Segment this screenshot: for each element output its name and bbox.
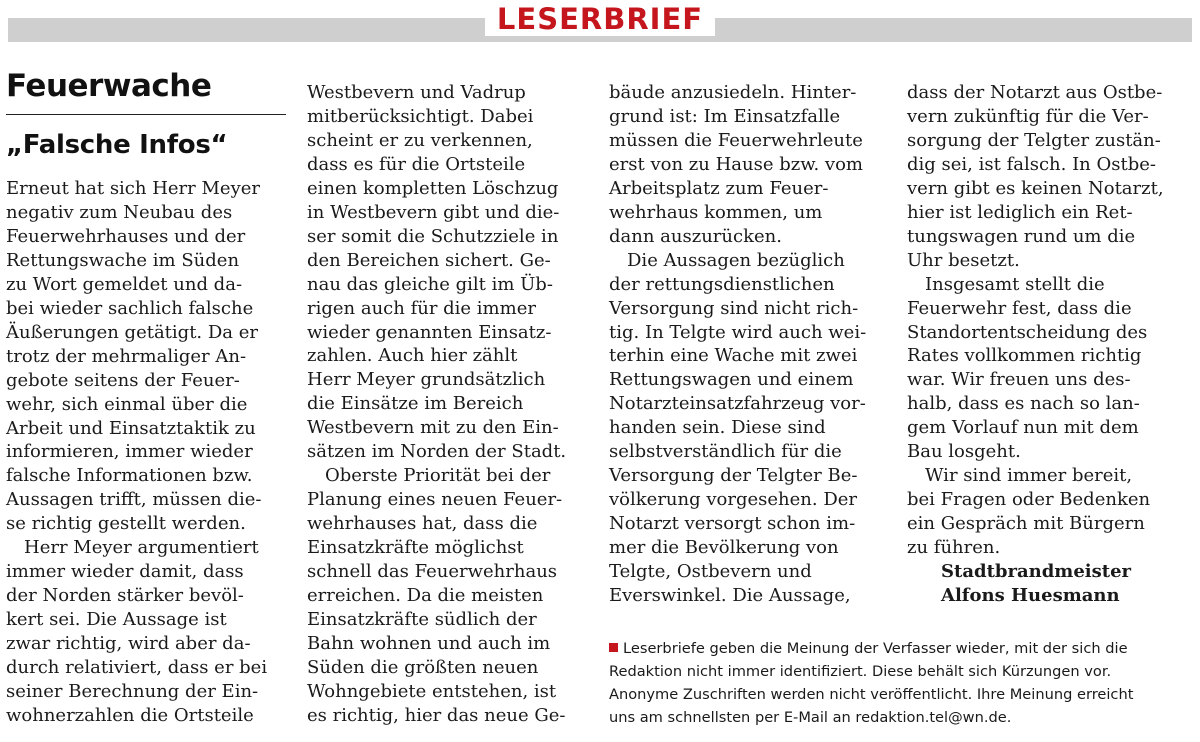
signature-line: Alfons Huesmann bbox=[941, 585, 1120, 607]
article-text-line: Rettungswagen und einem bbox=[609, 369, 854, 391]
article-text-line: Feuerwehr fest, dass die bbox=[907, 297, 1132, 319]
article-text-line: Uhr besetzt. bbox=[907, 249, 1020, 271]
article-text-line: Westbevern und Vadrup bbox=[307, 82, 526, 103]
article-text-line: Bahn wohnen und auch im bbox=[307, 632, 551, 654]
article-text-line: Westbevern mit zu den Ein- bbox=[307, 417, 559, 439]
article-text-line: informieren, immer wieder bbox=[6, 441, 253, 463]
article-text-line: kert sei. Die Aussage ist bbox=[6, 609, 227, 631]
article-text-line: Oberste Priorität bei der bbox=[325, 465, 551, 487]
article-text-line: den Bereichen sichert. Ge- bbox=[307, 249, 551, 271]
article-text-line: durch relativiert, dass er bei bbox=[6, 657, 268, 679]
article-text-line: Die Aussagen bezüglich bbox=[627, 249, 845, 271]
article-text-line: falsche Informationen bzw. bbox=[6, 465, 253, 487]
article-text-line: dann auszurücken. bbox=[609, 225, 782, 247]
article-text-line: völkerung vorgesehen. Der bbox=[609, 489, 858, 511]
article-text-line: Einsatzkräfte möglichst bbox=[307, 537, 524, 559]
article-text-line: dass der Notarzt aus Ostbe- bbox=[907, 82, 1163, 103]
article-text-line: wieder genannten Einsatz- bbox=[307, 321, 552, 343]
article-text-line: rigen auch für die immer bbox=[307, 297, 536, 319]
article-text-line: zwar richtig, wird aber da- bbox=[6, 633, 251, 655]
editorial-note-line bbox=[609, 637, 1195, 660]
article-text-line: nau das gleiche gilt im Üb- bbox=[307, 273, 553, 295]
article-text-line: Notarzteinsatzfahrzeug vor- bbox=[609, 393, 866, 415]
article-column-2 bbox=[307, 81, 602, 728]
article-text-line: sätzen im Norden der Stadt. bbox=[307, 441, 567, 463]
article-text-line: dass es für die Ortsteile bbox=[307, 153, 526, 175]
editorial-note-line: Redaktion nicht immer identifiziert. Diese behält sich Kürzungen vor. bbox=[609, 663, 1112, 680]
article-text-line: Wir sind immer bereit, bbox=[925, 465, 1133, 487]
article-text-line: bei Fragen oder Bedenken bbox=[907, 489, 1151, 511]
article-text-line: Arbeit und Einsatztaktik zu bbox=[6, 417, 256, 439]
editorial-note bbox=[609, 637, 1195, 729]
article-text-line: tungswagen rund um die bbox=[907, 225, 1136, 247]
editorial-note-text: Leserbriefe geben die Meinung der Verfasser wieder, mit der sich die bbox=[623, 640, 1128, 657]
article-text-line: Rates vollkommen richtig bbox=[907, 345, 1142, 367]
article-text-line: immer wieder damit, dass bbox=[6, 561, 244, 583]
headline-divider bbox=[6, 114, 286, 115]
article-text-line: handen sein. Diese sind bbox=[609, 417, 826, 439]
article-text-line: ser somit die Schutzziele in bbox=[307, 225, 559, 247]
article-text-line: einen kompletten Löschzug bbox=[307, 177, 559, 199]
article-text-line: erst von zu Hause bzw. vom bbox=[609, 153, 863, 175]
article-text-line: Äußerungen getätigt. Da er bbox=[6, 321, 259, 343]
article-text-line: erreichen. Da die meisten bbox=[307, 585, 544, 607]
article-text-line: war. Wir freuen uns des- bbox=[907, 369, 1131, 391]
article-text-line: schnell das Feuerwehrhaus bbox=[307, 561, 558, 583]
article-text-line: halb, dass es nach so lan- bbox=[907, 393, 1140, 415]
article-text-line: bei wieder sachlich falsche bbox=[6, 297, 254, 319]
article-text-line: Erneut hat sich Herr Meyer bbox=[6, 178, 260, 199]
article-text-line: vern zukünftig für die Ver- bbox=[907, 105, 1149, 127]
article-text-line: zu Wort gemeldet und da- bbox=[6, 273, 243, 295]
article-text-line: Rettungswache im Süden bbox=[6, 249, 240, 271]
article-text-line: vern gibt es keinen Notarzt, bbox=[907, 177, 1164, 199]
article-text-line: bäude anzusiedeln. Hinter- bbox=[609, 82, 857, 103]
article-text-line: se richtig gestellt werden. bbox=[6, 513, 246, 535]
article-text-line: selbstverständlich für die bbox=[609, 441, 842, 463]
article-text-line: tig. In Telgte wird auch wei- bbox=[609, 321, 867, 343]
article-text-line: Versorgung der Telgter Be- bbox=[609, 465, 858, 487]
article-text-line: Feuerwehrhauses und der bbox=[6, 225, 246, 247]
article-text-line: hier ist lediglich ein Ret- bbox=[907, 201, 1133, 223]
article-text-line: negativ zum Neubau des bbox=[6, 201, 233, 223]
article-text-line: mer die Bevölkerung von bbox=[609, 537, 839, 559]
editorial-note-line: uns am schnellsten per E-Mail an redaktion.tel@wn.de. bbox=[609, 709, 1012, 726]
article-text-line: in Westbevern gibt und die- bbox=[307, 201, 560, 223]
square-bullet-icon bbox=[609, 643, 618, 652]
article-text-line: sorgung der Telgter zustän- bbox=[907, 129, 1161, 151]
article-text-line: der rettungsdienstlichen bbox=[609, 273, 835, 295]
article-text-line: Everswinkel. Die Aussage, bbox=[609, 585, 851, 607]
article-text-line: seiner Berechnung der Ein- bbox=[6, 681, 259, 703]
section-label: LESERBRIEF bbox=[0, 2, 1200, 36]
article-text-line: Bau losgeht. bbox=[907, 441, 1021, 463]
article-text-line: ein Gespräch mit Bürgern bbox=[907, 513, 1145, 535]
headline: Feuerwache bbox=[6, 68, 212, 104]
article-text-line: Herr Meyer argumentiert bbox=[24, 537, 259, 559]
article-text-line: wohnerzahlen die Ortsteile bbox=[6, 704, 254, 726]
article-text-line: Insgesamt stellt die bbox=[925, 273, 1105, 295]
article-text-line: Aussagen trifft, müssen die- bbox=[6, 489, 262, 511]
article-text-line: Versorgung sind nicht rich- bbox=[609, 297, 859, 319]
article-text-line: Notarzt versorgt schon im- bbox=[609, 513, 856, 535]
article-column-3 bbox=[609, 81, 904, 608]
article-text-line: Planung eines neuen Feuer- bbox=[307, 489, 563, 511]
article-text-line: Herr Meyer grundsätzlich bbox=[307, 369, 546, 391]
article-text-line: terhin eine Wache mit zwei bbox=[609, 345, 858, 367]
article-text-line: wehrhauses hat, dass die bbox=[307, 513, 538, 535]
article-text-line: wehr, sich einmal über die bbox=[6, 393, 248, 415]
article-text-line: Einsatzkräfte südlich der bbox=[307, 608, 537, 630]
article-text-line: Standortentscheidung des bbox=[907, 321, 1148, 343]
article-column-4 bbox=[907, 81, 1197, 608]
article-text-line: der Norden stärker bevöl- bbox=[6, 585, 244, 607]
editorial-note-line: Anonyme Zuschriften werden nicht veröffentlicht. Ihre Meinung erreicht bbox=[609, 686, 1134, 703]
article-text-line: trotz der mehrmaliger An- bbox=[6, 345, 247, 367]
article-text-line: zahlen. Auch hier zählt bbox=[307, 345, 518, 367]
article-text-line: gem Vorlauf nun mit dem bbox=[907, 417, 1139, 439]
article-text-line: dig sei, ist falsch. In Ostbe- bbox=[907, 153, 1156, 175]
article-text-line: scheint er zu verkennen, bbox=[307, 129, 533, 151]
article-text-line: zu führen. bbox=[907, 537, 1001, 559]
article-text-line: grund ist: Im Einsatzfalle bbox=[609, 105, 841, 127]
signature-line: Stadtbrandmeister bbox=[941, 561, 1132, 583]
article-text-line: Telgte, Ostbevern und bbox=[609, 561, 812, 583]
article-text-line: müssen die Feuerwehrleute bbox=[609, 129, 863, 151]
article-text-line: Arbeitsplatz zum Feuer- bbox=[609, 177, 829, 199]
subheadline: „Falsche Infos“ bbox=[6, 130, 228, 160]
article-text-line: Wohngebiete entstehen, ist bbox=[307, 680, 557, 702]
article-column-1 bbox=[6, 177, 296, 728]
article-text-line: es richtig, hier das neue Ge- bbox=[307, 704, 566, 726]
article-text-line: wehrhaus kommen, um bbox=[609, 201, 823, 223]
article-text-line: die Einsätze im Bereich bbox=[307, 393, 524, 415]
article-text-line: gebote seitens der Feuer- bbox=[6, 369, 240, 391]
article-text-line: mitberücksichtigt. Dabei bbox=[307, 105, 534, 127]
article-text-line: Süden die größten neuen bbox=[307, 656, 539, 678]
